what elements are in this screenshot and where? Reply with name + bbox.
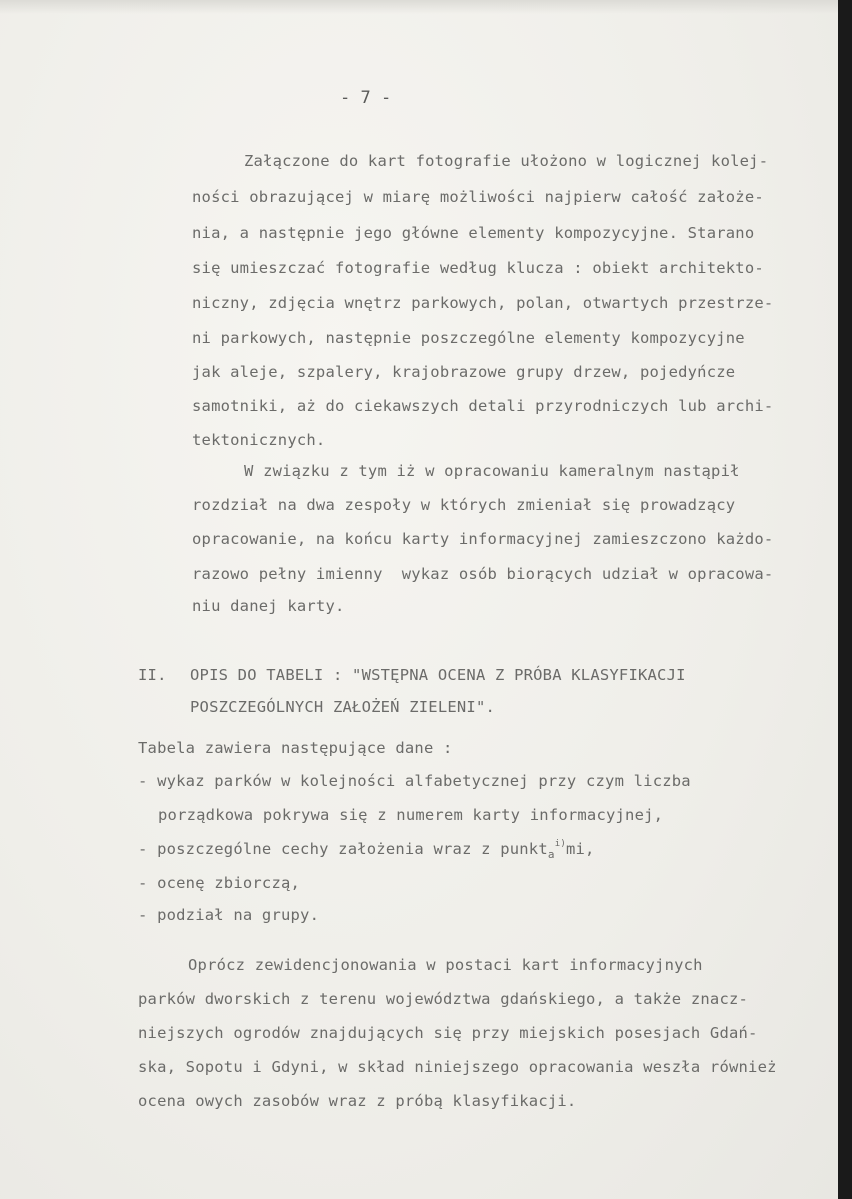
paragraph-3-line: ska, Sopotu i Gdyni, w skład niniejszego opracowania weszła również: [138, 1058, 777, 1076]
paragraph-1-line: niczny, zdjęcia wnętrz parkowych, polan, otwartych przestrze-: [192, 294, 774, 312]
scan-edge: [0, 0, 838, 14]
list-item-1: - wykaz parków w kolejności alfabetycznej przy czym liczba: [138, 772, 691, 790]
paragraph-1-line: jak aleje, szpalery, krajobrazowe grupy drzew, pojedyńcze: [192, 363, 736, 381]
paragraph-1-line: się umieszczać fotografie według klucza : obiekt architekto-: [192, 259, 764, 277]
paragraph-1-line: nia, a następnie jego główne elementy kompozycyjne. Starano: [192, 224, 755, 242]
paragraph-2-line: razowo pełny imienny wykaz osób biorących udział w opracowa-: [192, 565, 774, 583]
list-item-2-suffix: mi,: [565, 840, 595, 858]
table-intro: Tabela zawiera następujące dane :: [138, 739, 453, 757]
footnote-marker: i): [554, 839, 566, 849]
paragraph-2-line: rozdział na dwa zespoły w których zmieniał się prowadzący: [192, 496, 736, 514]
paragraph-1-line: samotniki, aż do ciekawszych detali przyrodniczych lub archi-: [192, 397, 774, 415]
paragraph-3-line: parków dworskich z terenu województwa gdańskiego, a także znacz-: [138, 990, 749, 1008]
list-item-4: - podział na grupy.: [138, 906, 320, 924]
paragraph-2-line: W związku z tym iż w opracowaniu kameralnym nastąpił: [244, 462, 740, 480]
paragraph-2-line: opracowanie, na końcu karty informacyjnej zamieszczono każdo-: [192, 530, 774, 548]
list-item-2-prefix: - poszczególne cechy założenia wraz z punkt: [138, 840, 548, 858]
paragraph-1-line: ni parkowych, następnie poszczególne elementy kompozycyjne: [192, 329, 745, 347]
list-item-1-cont: porządkowa pokrywa się z numerem karty informacyjnej,: [158, 806, 664, 824]
list-item-2: [138, 839, 595, 861]
section-number: II.: [138, 666, 167, 684]
paragraph-3-line: niejszych ogrodów znajdujących się przy miejskich posesjach Gdań-: [138, 1024, 758, 1042]
section-title-line-1: OPIS DO TABELI : "WSTĘPNA OCENA Z PRÓBA KLASYFIKACJI: [190, 666, 686, 684]
page-number: - 7 -: [340, 88, 392, 108]
paragraph-1-line: Załączone do kart fotografie ułożono w logicznej kolej-: [244, 152, 769, 170]
section-title-line-2: POSZCZEGÓLNYCH ZAŁOŻEŃ ZIELENI".: [190, 698, 496, 716]
paragraph-1-line: ności obrazującej w miarę możliwości najpierw całość założe-: [192, 188, 764, 206]
list-item-3: - ocenę zbiorczą,: [138, 874, 301, 892]
paragraph-2-line: niu danej karty.: [192, 597, 345, 615]
paragraph-3-line: Oprócz zewidencjonowania w postaci kart informacyjnych: [188, 956, 703, 974]
list-item-2-sub: a: [547, 848, 555, 861]
paragraph-1-line: tektonicznych.: [192, 431, 326, 449]
paragraph-3-line: ocena owych zasobów wraz z próbą klasyfikacji.: [138, 1092, 577, 1110]
